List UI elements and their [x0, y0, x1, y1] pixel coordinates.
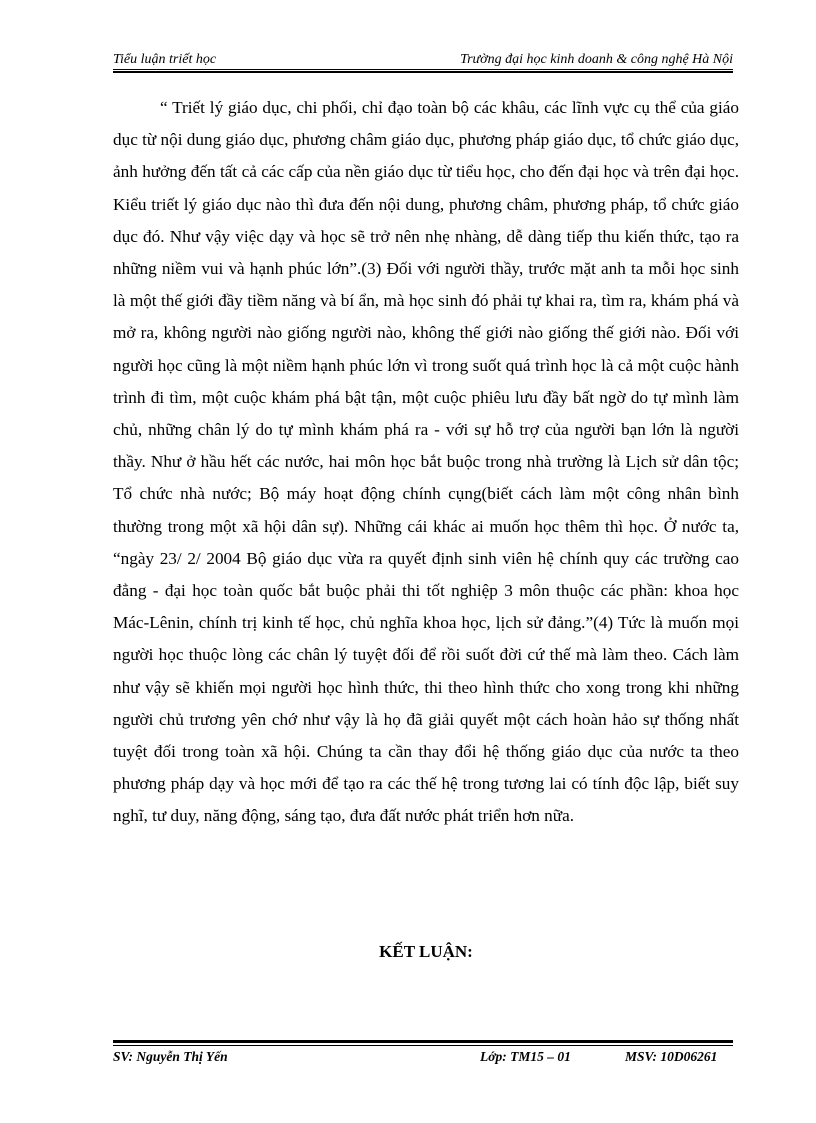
footer-student-name: SV: Nguyễn Thị Yến: [113, 1049, 228, 1064]
footer-student-id: MSV: 10D06261: [625, 1049, 718, 1064]
body-text: [113, 92, 739, 833]
footer-row: [113, 1049, 733, 1067]
section-heading: KẾT LUẬN:: [379, 942, 473, 961]
footer-class: Lớp: TM15 – 01: [480, 1049, 571, 1064]
header-document-title: Tiểu luận triết học: [113, 52, 217, 67]
page-header: [113, 46, 733, 70]
body-paragraph: “ Triết lý giáo dục, chi phối, chỉ đạo toàn bộ các khâu, các lĩnh vực cụ thể của giáo dục từ nội dung giáo dục, phương châm giáo dục, phương pháp giáo dục, tổ chức giáo dục, ảnh hưởng đến tất cả các cấp của nền giáo dục từ tiểu học, cho đến đại học và trên đại học. Kiểu triết lý giáo dục nào thì đưa đến nội dung, phương châm, phương pháp, tổ chức giáo dục đó. Như vậy việc dạy và học sẽ trở nên nhẹ nhàng, dễ dàng tiếp thu kiến thức, tạo ra những niềm vui và hạnh phúc lớn”.(3) Đối với người thầy, trước mặt anh ta mỗi học sinh là một thế giới đầy tiềm năng và bí ẩn, mà học sinh đó phải tự khai ra, tìm ra, khám phá và mở ra, không người nào giống người nào, không thế giới nào giống thế giới nào. Đối với người học cũng là một niềm hạnh phúc lớn vì trong suốt quá trình học là cả một cuộc hành trình đi tìm, một cuộc khám phá bật tận, một cuộc phiêu lưu đầy bất ngờ do tự mình làm chủ, những chân lý do tự mình khám phá ra - với sự hỗ trợ của người bạn lớn là người thầy. Như ở hầu hết các nước, hai môn học bắt buộc trong nhà trường là Lịch sử dân tộc; Tổ chức nhà nước; Bộ máy hoạt động chính cụng(biết cách làm một công nhân bình thường trong một xã hội dân sự). Những cái khác ai muốn học thêm thì học. Ở nước ta, “ngày 23/ 2/ 2004 Bộ giáo dục vừa ra quyết định sinh viên hệ chính quy các trường cao đẳng - đại học toàn quốc bắt buộc phải thi tốt nghiệp 3 môn thuộc các phần: khoa học Mác-Lênin, chính trị kinh tế học, chủ nghĩa khoa học, lịch sử đảng.”(4) Tức là muốn mọi người học thuộc lòng các chân lý tuyệt đối để rồi suốt đời cứ thế mà làm theo. Cách làm như vậy sẽ khiến mọi người học hình thức, thi theo hình thức cho xong trong khi những người chủ trương yên chớ như vậy là họ đã giải quyết một cách hoàn hảo sự thống nhất tuyệt đối trong toàn xã hội. Chúng ta cần thay đổi hệ thống giáo dục của nước ta theo phương pháp dạy và học mới để tạo ra các thế hệ trong tương lai có tính độc lập, biết suy nghĩ, tư duy, năng động, sáng tạo, đưa đất nước phát triển hơn nữa.: [113, 98, 739, 826]
header-university-name: Trường đại học kinh doanh & công nghệ Hà Nội: [460, 52, 733, 67]
page-footer: [113, 1040, 733, 1067]
